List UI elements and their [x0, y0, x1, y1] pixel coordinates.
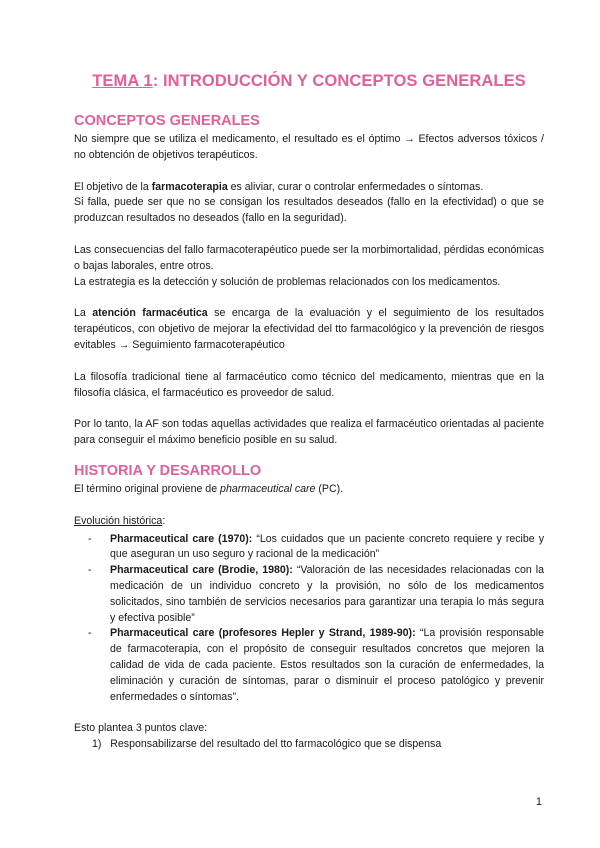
paragraph: La filosofía tradicional tiene al farmacéutico como técnico del medicamento, mientras que en la filosofía clásica, el farmacéutico es proveedor de salud.: [74, 370, 544, 399]
page-number: 1: [535, 796, 542, 808]
paragraph: Si falla, puede ser que no se consigan los resultados deseados (fallo en la efectividad) o que se produzcan resultados no deseados (fallo en la seguridad).: [74, 196, 544, 225]
document-page: [74, 72, 544, 753]
paragraph: Esto plantea 3 puntos clave:: [74, 722, 208, 735]
list-item: 1) Responsabilizarse del resultado del tto farmacológico que se dispensa: [92, 738, 442, 751]
section-heading-conceptos: CONCEPTOS GENERALES: [74, 113, 260, 129]
paragraph: Por lo tanto, la AF son todas aquellas actividades que realiza el farmacéutico orientadas al paciente para conseguir el máximo beneficio posible en su salud.: [74, 418, 544, 447]
title-rest: : INTRODUCCIÓN Y CONCEPTOS GENERALES: [152, 72, 526, 90]
evolucion-label: Evolución histórica:: [74, 514, 166, 527]
title-tema: TEMA 1: [92, 72, 153, 90]
list-item: - Pharmaceutical care (profesores Hepler y Strand, 1989-90): “La provisión responsable de farmacoterapia, con el propósito de conseguir resultados concretos que mejoren la calidad de vida de cada paciente. Estos resultados son la curación de enfermedades, la eliminación y curación de síntomas, parar o disminuir el proceso patológico y prevenir enfermedades o síntomas”.: [88, 627, 544, 703]
paragraph: El objetivo de la farmacoterapia es aliviar, curar o controlar enfermedades o síntomas.: [74, 180, 484, 193]
claves-list: [74, 737, 544, 753]
paragraph: El término original proviene de pharmaceutical care (PC).: [74, 482, 344, 495]
document-title: [74, 72, 544, 91]
paragraph: La estrategia es la detección y solución de problemas relacionados con los medicamentos.: [74, 275, 501, 288]
section-heading-historia: HISTORIA Y DESARROLLO: [74, 462, 262, 479]
paragraph: No siempre que se utiliza el medicamento, el resultado es el óptimo → Efectos adversos tóxicos / no obtención de objetivos terapéuticos.: [74, 133, 544, 161]
list-item: - Pharmaceutical care (Brodie, 1980): “Valoración de las necesidades relacionadas con la medicación de un individuo concreto y la provisión, no sólo de los medicamentos solicitados, sino también de servicios necesarios para garantizar una terapia lo más segura y efectiva posible”: [88, 564, 544, 624]
paragraph: Las consecuencias del fallo farmacoterapéutico puede ser la morbimortalidad, pérdidas económicas o bajas laborales, entre otros.: [74, 243, 544, 272]
list-item: - Pharmaceutical care (1970): “Los cuidados que un paciente concreto requiere y recibe y que aseguran un uso seguro y racional de la medicación”: [88, 532, 544, 561]
evolucion-list: [74, 532, 544, 706]
paragraph: La atención farmacéutica se encarga de la evaluación y el seguimiento de los resultados terapéuticos, con objetivo de mejorar la efectividad del tto farmacológico y la prevención de riesgos evitables → Seguimiento farmacoterapéutico: [74, 307, 544, 351]
